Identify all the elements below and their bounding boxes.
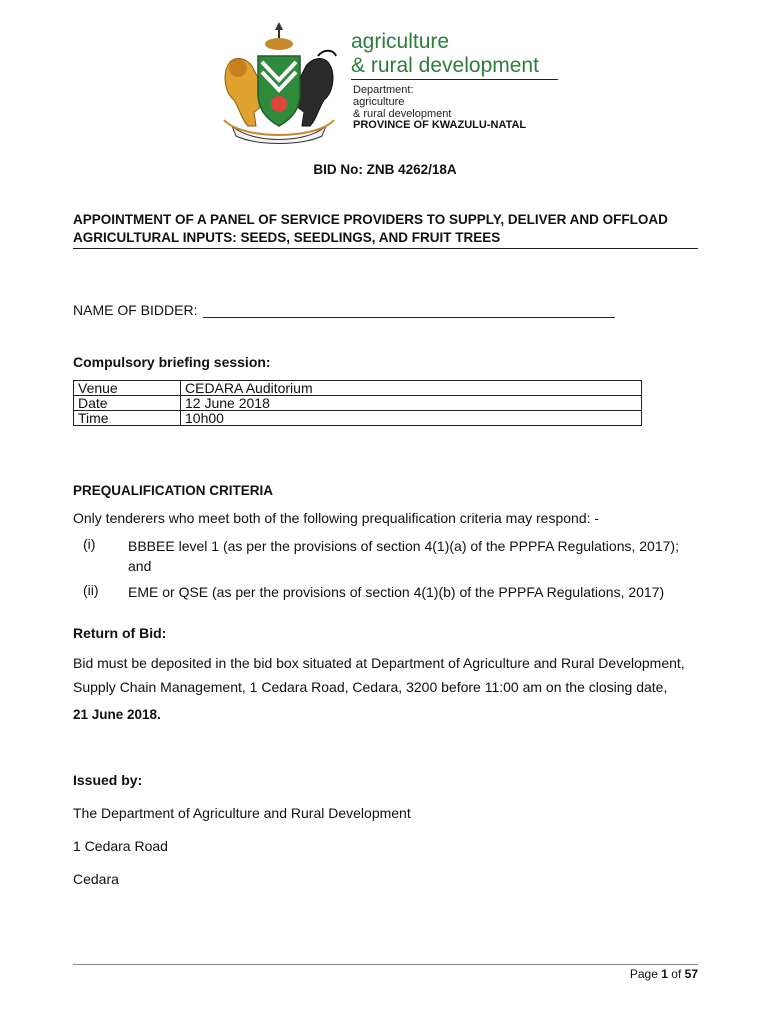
department-label (353, 84, 451, 120)
criterion-number: (i) (83, 536, 96, 552)
criterion-number: (ii) (83, 582, 99, 598)
department-line3: & rural development (353, 108, 452, 120)
footer-divider (73, 964, 698, 965)
briefing-time-value: 10h00 (181, 411, 642, 426)
title-divider (73, 248, 698, 249)
closing-date: 21 June 2018. (73, 707, 161, 722)
coat-of-arms-icon (212, 22, 346, 144)
briefing-venue-label: Venue (74, 381, 181, 396)
issuer-line: 1 Cedara Road (73, 838, 168, 854)
table-row (74, 411, 642, 426)
briefing-time-label: Time (74, 411, 181, 426)
bid-title: APPOINTMENT OF A PANEL OF SERVICE PROVIDERS TO SUPPLY, DELIVER AND OFFLOAD AGRICULTURAL INPUTS: SEEDS, SEEDLINGS, AND FRUIT TREES (73, 212, 668, 245)
table-row (74, 396, 642, 411)
department-line1: Department: (353, 84, 414, 96)
return-of-bid-heading: Return of Bid: (73, 625, 167, 641)
brand-divider (351, 79, 558, 80)
brand-name-line2: & rural development (351, 54, 539, 77)
issuer-line: The Department of Agriculture and Rural Development (73, 805, 411, 821)
table-row (74, 381, 642, 396)
briefing-date-label: Date (74, 396, 181, 411)
briefing-date-value: 12 June 2018 (181, 396, 642, 411)
prequalification-intro: Only tenderers who meet both of the following prequalification criteria may respond: - (73, 510, 600, 526)
page-prefix: Page (629, 967, 658, 981)
brand-name-line1: agriculture (351, 30, 450, 53)
briefing-heading: Compulsory briefing session: (73, 354, 271, 370)
prequalification-heading: PREQUALIFICATION CRITERIA (73, 483, 273, 498)
briefing-table (73, 380, 642, 426)
criterion-text: EME or QSE (as per the provisions of section 4(1)(b) of the PPPFA Regulations, 2017) (128, 584, 665, 600)
issued-by-heading: Issued by: (73, 772, 143, 788)
issuer-line: Cedara (73, 871, 119, 887)
bidder-name-field[interactable] (203, 317, 615, 318)
return-of-bid-text: Bid must be deposited in the bid box situated at Department of Agriculture and Rural Development, Supply Chain Management, 1 Cedara Road, Cedara, 3200 before 11:00 am on the closing date, (73, 655, 685, 695)
bidder-name-label: NAME OF BIDDER: (73, 302, 198, 318)
bid-number: BID No: ZNB 4262/18A (313, 162, 457, 177)
page-of: of (671, 967, 682, 981)
page-indicator (573, 967, 698, 981)
page-number: 1 (661, 967, 668, 981)
page-total: 57 (684, 967, 698, 981)
briefing-venue-value: CEDARA Auditorium (181, 381, 642, 396)
province-label: PROVINCE OF KWAZULU-NATAL (353, 119, 527, 131)
department-line2: agriculture (353, 96, 405, 108)
criterion-text: BBBEE level 1 (as per the provisions of section 4(1)(a) of the PPPFA Regulations, 2017); and (128, 538, 679, 574)
